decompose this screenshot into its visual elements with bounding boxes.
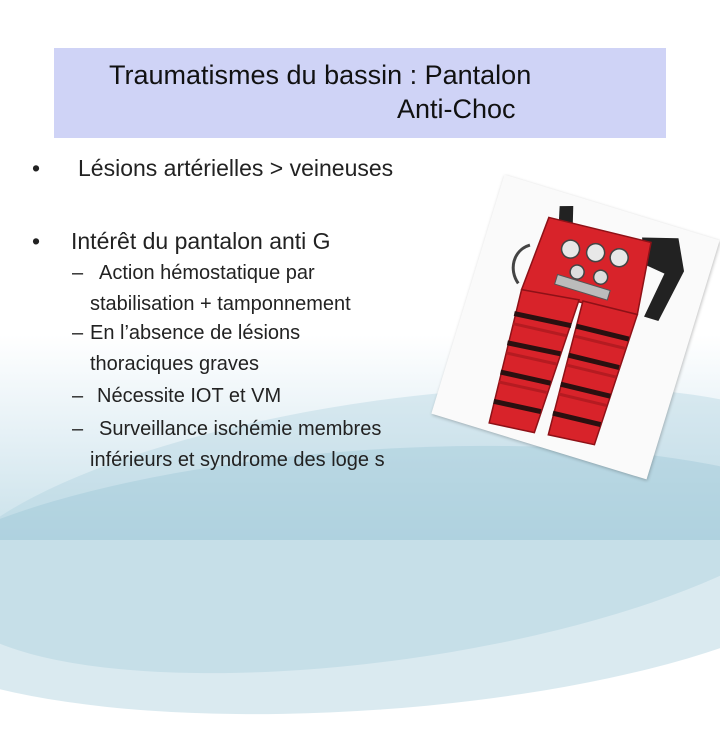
sub-item-line-1: Surveillance ischémie membres bbox=[99, 418, 382, 440]
sub-item-line-1: Nécessite IOT et VM bbox=[97, 385, 282, 407]
slide-title-line-1: Traumatismes du bassin : Pantalon bbox=[109, 60, 532, 90]
dash-marker: – bbox=[72, 385, 84, 407]
bullet-marker: • bbox=[32, 228, 41, 254]
bullet-marker: • bbox=[32, 155, 41, 181]
dash-marker: – bbox=[72, 262, 84, 284]
sub-item-line-2: inférieurs et syndrome des loge s bbox=[90, 449, 385, 471]
sub-item-line-1: Action hémostatique par bbox=[99, 262, 315, 284]
sub-item-line-2: thoraciques graves bbox=[90, 353, 259, 375]
sub-item-line-1: En l’absence de lésions bbox=[90, 322, 301, 344]
sub-item bbox=[72, 414, 385, 476]
dash-marker: – bbox=[72, 322, 84, 344]
dash-marker: – bbox=[72, 418, 84, 440]
slide-title-line-2: Anti-Choc bbox=[397, 94, 516, 124]
sub-item-line-2: stabilisation + tamponnement bbox=[90, 293, 351, 315]
sub-item bbox=[72, 258, 351, 320]
title-banner bbox=[54, 48, 666, 138]
bullet-text: Intérêt du pantalon anti G bbox=[71, 228, 331, 254]
sub-item bbox=[72, 381, 281, 412]
sub-item bbox=[72, 318, 300, 380]
bullet-text: Lésions artérielles > veineuses bbox=[78, 155, 394, 181]
slide-title bbox=[54, 58, 666, 126]
